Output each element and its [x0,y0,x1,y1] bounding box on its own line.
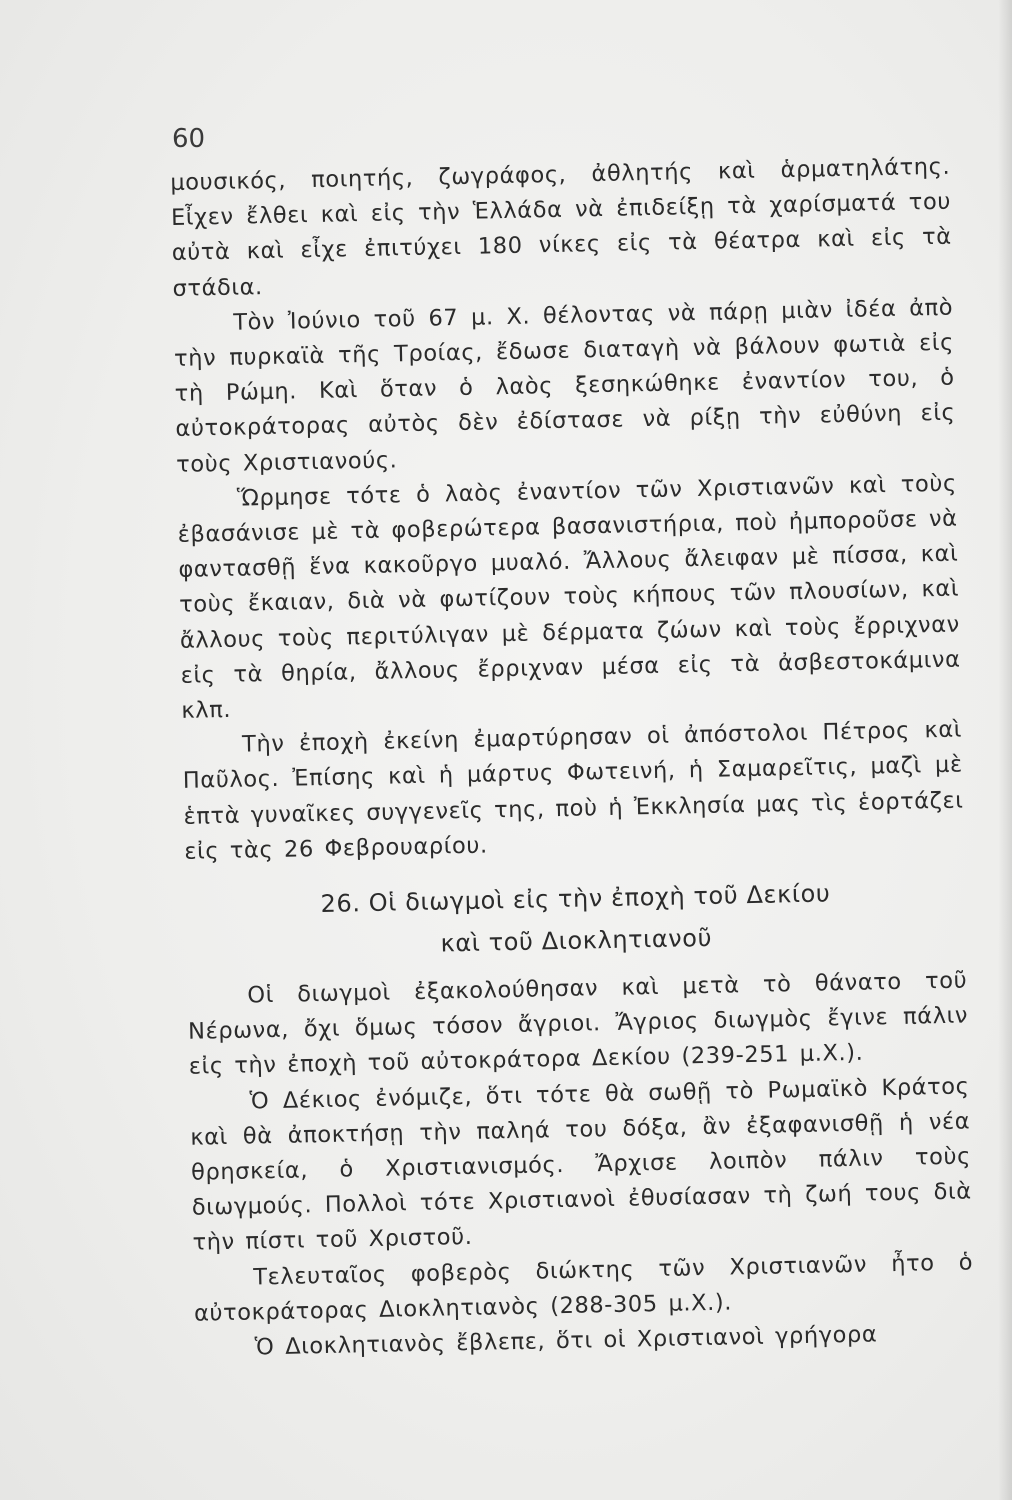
section-heading [185,872,967,968]
paragraph-2: Τὸν Ἰούνιο τοῦ 67 μ. Χ. θέλοντας νὰ πάρῃ μιὰν ἰδέα ἀπὸ τὴν πυρκαϊὰ τῆς Τροίας, ἔδωσε διαταγὴ νὰ βάλουν φωτιὰ εἰς τὴ Ρώμη. Καὶ ὅταν ὁ λαὸς ξεσηκώθηκε ἐναντίον του, ὁ αὐτοκράτορας αὐτὸς δὲν ἐδίστασε νὰ ρίξῃ τὴν εὐθύνη εἰς τοὺς Χριστιανούς. [173,294,956,478]
paragraph-3: Ὥρμησε τότε ὁ λαὸς ἐναντίον τῶν Χριστιανῶν καὶ τοὺς ἐβασάνισε μὲ τὰ φοβερώτερα βασανιστήρια, ποὺ ἠμποροῦσε νὰ φαντασθῇ ἕνα κακοῦργο μυαλό. Ἄλλους ἄλειφαν μὲ πίσσα, καὶ τοὺς ἔκαιαν, διὰ νὰ φωτίζουν τοὺς κήπους τῶν πλουσίων, καὶ ἄλλους τοὺς περιτύλιγαν μὲ δέρματα ζώων καὶ τοὺς ἔρριχναν εἰς τὰ θηρία, ἄλλους ἔρριχναν μέσα εἰς τὰ ἀσβεστοκάμινα κλπ. [177,470,961,724]
paragraph-5: Οἱ διωγμοὶ ἐξακολούθησαν καὶ μετὰ τὸ θάνατο τοῦ Νέρωνα, ὄχι ὅμως τόσον ἄγριοι. Ἄγριος διωγμὸς ἔγινε πάλιν εἰς τὴν ἐποχὴ τοῦ αὐτοκράτορα Δεκίου (239-251 μ.Χ.). [187,967,969,1081]
paragraph-7: Τελευταῖος φοβερὸς διώκτης τῶν Χριστιανῶν ἦτο ὁ αὐτοκράτορας Διοκλητιανὸς (288-305 μ.Χ.). [193,1249,974,1327]
paragraph-8: Ὁ Διοκλητιανὸς ἔβλεπε, ὅτι οἱ Χριστιανοὶ γρήγορα [254,1321,878,1361]
paragraph-6: Ὁ Δέκιος ἐνόμιζε, ὅτι τότε θὰ σωθῇ τὸ Ρωμαϊκὸ Κράτος καὶ θὰ ἀποκτήσῃ τὴν παληά του δόξα, ἂν ἐξαφανισθῇ ἡ νέα θρησκεία, ὁ Χριστιανισμός. Ἄρχισε λοιπὸν πάλιν τοὺς διωγμούς. Πολλοὶ τότε Χριστιανοὶ ἐθυσίασαν τὴ ζωή τους διὰ τὴν πίστι τοῦ Χριστοῦ. [190,1073,972,1257]
paragraph-4: Τὴν ἐποχὴ ἐκείνη ἐμαρτύρησαν οἱ ἀπόστολοι Πέτρος καὶ Παῦλος. Ἐπίσης καὶ ἡ μάρτυς Φωτεινή, ἡ Σαμαρεῖτις, μαζὶ μὲ ἑπτὰ γυναῖκες συγγενεῖς της, ποὺ ἡ Ἐκκλησία μας τὶς ἑορτάζει εἰς τὰς 26 Φεβρουαρίου. [182,716,964,865]
section-heading-line-2: καὶ τοῦ Διοκλητιανοῦ [440,923,713,958]
body-text [170,150,975,1367]
page-number: 60 [172,124,206,154]
paragraph-1: μουσικός, ποιητής, ζωγράφος, ἀθλητής καὶ ἁρματηλάτης. Εἶχεν ἔλθει καὶ εἰς τὴν Ἑλλάδα νὰ ἐπιδείξῃ τὰ χαρίσματά του αὐτὰ καὶ εἶχε ἐπιτύχει 180 νίκες εἰς τὰ θέατρα καὶ εἰς τὰ στάδια. [170,153,952,302]
section-heading-line-1: 26. Οἱ διωγμοὶ εἰς τὴν ἐποχὴ τοῦ Δεκίου [320,879,831,919]
page-edge-shadow [998,0,1012,1500]
